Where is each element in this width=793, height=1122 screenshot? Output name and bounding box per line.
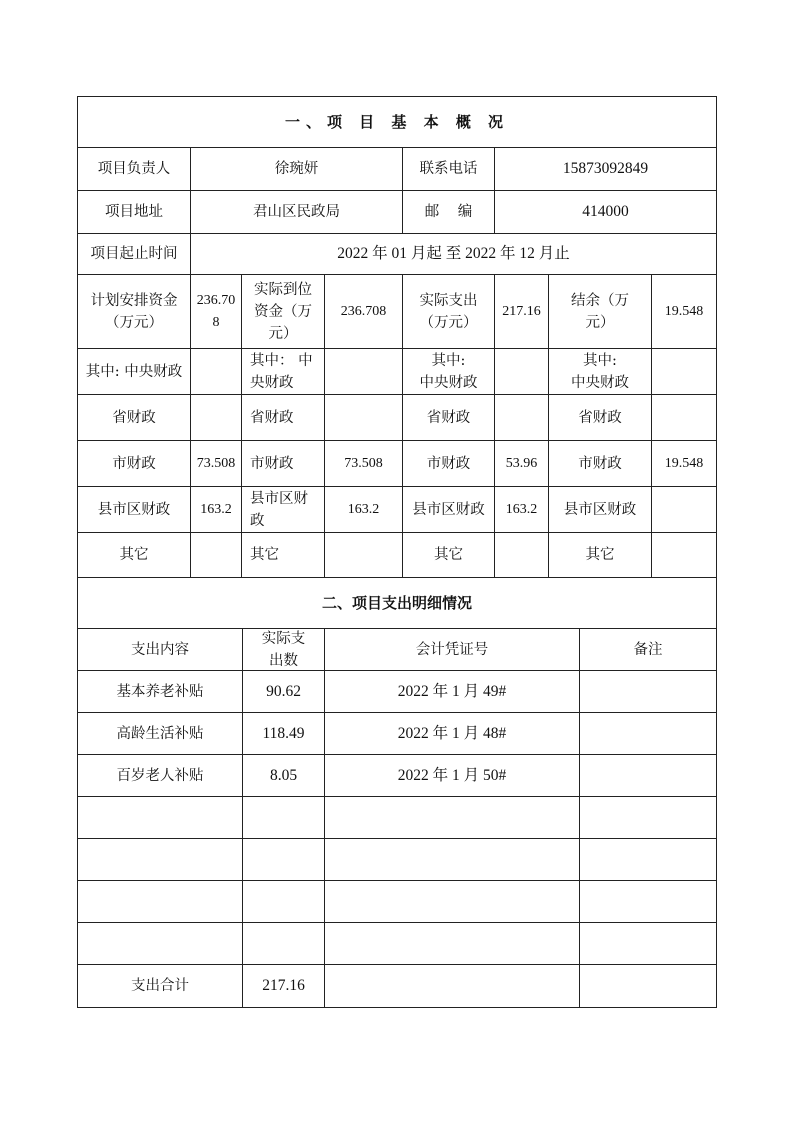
- funds-source-cell: [241, 394, 325, 441]
- detail-content: 基本养老补贴: [116, 683, 204, 700]
- funds-value: 53.96: [505, 455, 538, 471]
- address-label: 项目地址: [105, 204, 163, 220]
- funds-source-cell: [241, 440, 325, 487]
- funds-source-cell: [548, 394, 652, 441]
- received-funds-label-cell: [241, 274, 325, 349]
- period-value: 2022 年 01 月起 至 2022 年 12 月止: [337, 245, 570, 262]
- spent-funds-value: 217.16: [502, 303, 541, 319]
- funds-source-label: 县市区财政: [97, 501, 171, 518]
- funds-source-cell: [548, 348, 652, 395]
- detail-amount-cell: [242, 880, 325, 923]
- funds-value-cell: [494, 348, 549, 395]
- funds-source-cell: [548, 532, 652, 578]
- funds-value-cell: [651, 532, 717, 578]
- funds-source-label: 市财政: [112, 455, 156, 472]
- detail-amount: 8.05: [269, 766, 298, 784]
- funds-source-cell: [402, 486, 495, 533]
- detail-content-cell: [77, 754, 243, 797]
- funds-source-label: 其它: [585, 547, 615, 563]
- funds-value-cell: [494, 440, 549, 487]
- detail-amount-cell: [242, 796, 325, 839]
- address-label-cell: [77, 190, 191, 234]
- postcode-label-cell: [402, 190, 495, 234]
- funds-source-label: 其它: [119, 547, 149, 563]
- project-report-table: [77, 96, 717, 1008]
- funds-source-cell: [241, 486, 325, 533]
- detail-amount-cell: [242, 712, 325, 755]
- detail-voucher-cell: [324, 796, 580, 839]
- planned-funds-label: 计划安排资金（万元）: [90, 292, 178, 331]
- funds-source-label: 其中: 中央财政: [571, 352, 629, 391]
- funds-value: 73.508: [196, 455, 236, 471]
- funds-source-cell: [548, 440, 652, 487]
- period-label: 项目起止时间: [90, 246, 178, 262]
- phone-label-cell: [402, 147, 495, 191]
- funds-source-cell: [77, 486, 191, 533]
- detail-voucher-cell: [324, 670, 580, 713]
- planned-funds-value: 236.708: [196, 292, 236, 330]
- period-label-cell: [77, 233, 191, 275]
- detail-voucher: 2022 年 1 月 50#: [397, 766, 507, 784]
- funds-source-label: 省财政: [578, 409, 622, 426]
- funds-value-cell: [190, 486, 242, 533]
- funds-value: 163.2: [505, 501, 538, 517]
- funds-value-cell: [651, 348, 717, 395]
- leader-label-cell: [77, 147, 191, 191]
- funds-value-cell: [190, 348, 242, 395]
- detail-remark-cell: [579, 712, 717, 755]
- detail-voucher-cell: [324, 838, 580, 881]
- detail-remark-cell: [579, 838, 717, 881]
- postcode-value: 414000: [582, 203, 629, 220]
- funds-source-label: 其中: 中央财政: [85, 363, 183, 380]
- detail-voucher-cell: [324, 712, 580, 755]
- total-amount-cell: [242, 964, 325, 1008]
- funds-source-label: 市财政: [578, 455, 622, 472]
- funds-source-label: 其它: [250, 547, 279, 563]
- detail-amount: 118.49: [262, 724, 305, 742]
- detail-amount-cell: [242, 670, 325, 713]
- detail-content-cell: [77, 922, 243, 965]
- funds-source-label: 县市区财政: [250, 490, 308, 529]
- funds-source-label: 市财政: [250, 455, 294, 472]
- funds-source-cell: [241, 532, 325, 578]
- funds-source-cell: [402, 348, 495, 395]
- received-funds-value: 236.708: [340, 303, 387, 319]
- funds-source-label: 省财政: [426, 409, 471, 426]
- postcode-value-cell: [494, 190, 717, 234]
- funds-source-label: 市财政: [426, 455, 471, 472]
- funds-source-cell: [402, 532, 495, 578]
- header-voucher-cell: [324, 628, 580, 671]
- spent-funds-value-cell: [494, 274, 549, 349]
- funds-value: 163.2: [347, 501, 380, 517]
- funds-value-cell: [190, 440, 242, 487]
- detail-remark-cell: [579, 796, 717, 839]
- phone-value-cell: [494, 147, 717, 191]
- detail-amount-cell: [242, 922, 325, 965]
- funds-source-label: 其中: 中央财政: [419, 352, 478, 391]
- funds-source-cell: [77, 440, 191, 487]
- phone-number: 15873092849: [562, 160, 649, 177]
- balance-label: 结余（万元）: [571, 292, 629, 331]
- funds-value-cell: [324, 394, 403, 441]
- funds-value-cell: [324, 532, 403, 578]
- section1-title: [77, 96, 717, 148]
- funds-source-label: 县市区财政: [563, 501, 637, 518]
- leader-label: 项目负责人: [97, 161, 171, 177]
- balance-value: 19.548: [664, 303, 704, 319]
- period-value-cell: [190, 233, 717, 275]
- funds-source-label: 其它: [434, 547, 463, 563]
- funds-value-cell: [651, 486, 717, 533]
- funds-value-cell: [494, 394, 549, 441]
- detail-voucher: 2022 年 1 月 49#: [397, 682, 507, 700]
- funds-value: 19.548: [664, 455, 704, 471]
- header-amount-cell: [242, 628, 325, 671]
- detail-remark-cell: [579, 754, 717, 797]
- total-label: 支出合计: [131, 978, 189, 994]
- address-value: 君山区民政局: [253, 204, 340, 220]
- total-amount: 217.16: [262, 977, 305, 994]
- funds-value-cell: [324, 440, 403, 487]
- detail-voucher: 2022 年 1 月 48#: [397, 724, 507, 742]
- funds-value: 163.2: [200, 501, 232, 517]
- leader-value-cell: [190, 147, 403, 191]
- header-content: 支出内容: [131, 641, 189, 658]
- detail-content: 百岁老人补贴: [116, 767, 204, 784]
- received-funds-value-cell: [324, 274, 403, 349]
- detail-content-cell: [77, 838, 243, 881]
- funds-value: 73.508: [344, 455, 383, 471]
- address-value-cell: [190, 190, 403, 234]
- detail-voucher-cell: [324, 880, 580, 923]
- phone-label: 联系电话: [419, 161, 478, 177]
- spent-funds-label: 实际支出（万元）: [419, 292, 478, 331]
- detail-amount-cell: [242, 838, 325, 881]
- spent-funds-label-cell: [402, 274, 495, 349]
- section2-title-text: 二、项目支出明细情况: [321, 594, 472, 612]
- balance-value-cell: [651, 274, 717, 349]
- received-funds-label: 实际到位资金（万元）: [254, 281, 312, 342]
- funds-value-cell: [494, 532, 549, 578]
- header-voucher: 会计凭证号: [415, 641, 489, 658]
- header-remark: 备注: [633, 641, 663, 658]
- funds-source-cell: [77, 348, 191, 395]
- funds-source-cell: [77, 532, 191, 578]
- funds-source-label: 县市区财政: [412, 501, 485, 518]
- funds-value-cell: [651, 394, 717, 441]
- funds-source-cell: [241, 348, 325, 395]
- funds-value-cell: [651, 440, 717, 487]
- funds-source-cell: [77, 394, 191, 441]
- funds-source-cell: [402, 440, 495, 487]
- funds-value-cell: [324, 348, 403, 395]
- funds-value-cell: [494, 486, 549, 533]
- detail-content: 高龄生活补贴: [116, 725, 204, 742]
- header-remark-cell: [579, 628, 717, 671]
- detail-remark-cell: [579, 880, 717, 923]
- funds-value-cell: [190, 532, 242, 578]
- detail-amount: 90.62: [266, 682, 301, 700]
- section1-title-text: 一、项 目 基 本 概 况: [284, 113, 510, 131]
- total-voucher-cell: [324, 964, 580, 1008]
- planned-funds-value-cell: [190, 274, 242, 349]
- detail-content-cell: [77, 796, 243, 839]
- funds-value-cell: [190, 394, 242, 441]
- funds-source-cell: [402, 394, 495, 441]
- header-content-cell: [77, 628, 243, 671]
- total-remark-cell: [579, 964, 717, 1008]
- detail-remark-cell: [579, 922, 717, 965]
- detail-content-cell: [77, 880, 243, 923]
- section2-title: [77, 577, 717, 629]
- detail-voucher-cell: [324, 754, 580, 797]
- funds-source-label: 省财政: [112, 409, 156, 426]
- detail-content-cell: [77, 712, 243, 755]
- planned-funds-label-cell: [77, 274, 191, 349]
- postcode-label: 邮 编: [424, 204, 473, 220]
- total-label-cell: [77, 964, 243, 1008]
- header-amount: 实际支出数: [261, 630, 306, 669]
- detail-amount-cell: [242, 754, 325, 797]
- detail-content-cell: [77, 670, 243, 713]
- funds-source-label: 省财政: [250, 409, 294, 426]
- funds-source-label: 其中： 中央财政: [250, 352, 313, 391]
- detail-voucher-cell: [324, 922, 580, 965]
- detail-remark-cell: [579, 670, 717, 713]
- leader-name: 徐琬妍: [274, 161, 319, 177]
- balance-label-cell: [548, 274, 652, 349]
- funds-value-cell: [324, 486, 403, 533]
- funds-source-cell: [548, 486, 652, 533]
